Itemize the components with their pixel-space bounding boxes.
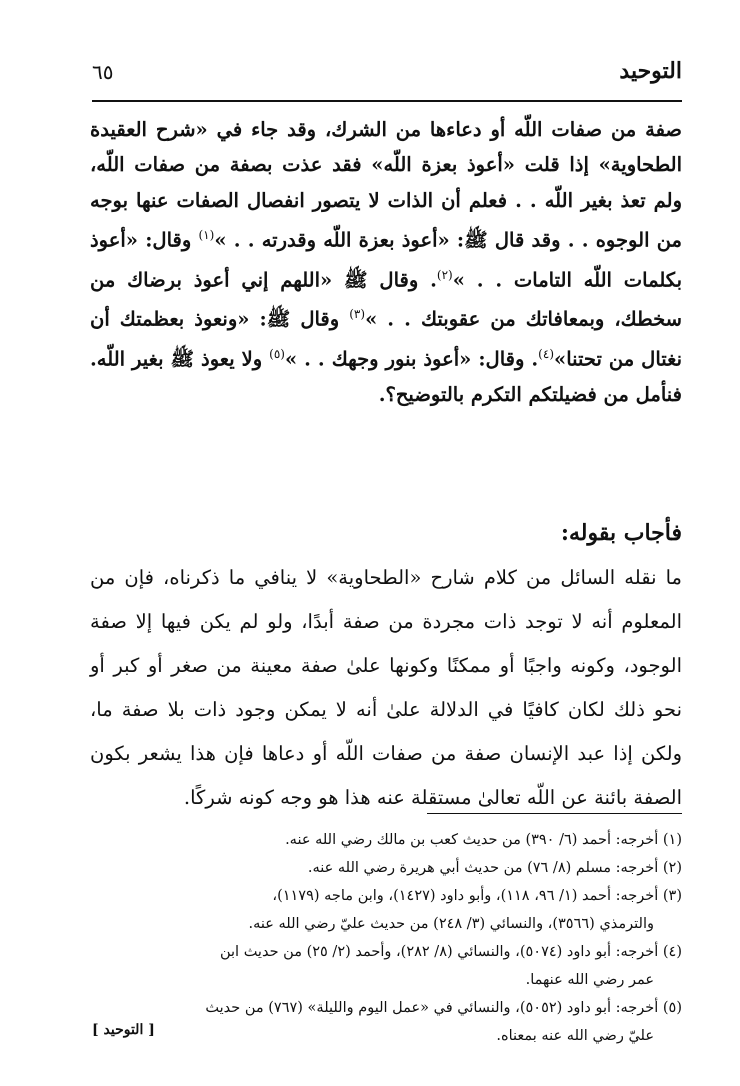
footnote-1: (١) أخرجه: أحمد (٦/ ٣٩٠) من حديث كعب بن مالك رضي الله عنه.: [285, 832, 682, 848]
footnote-divider: [427, 813, 682, 814]
footnotes: [88, 826, 682, 1050]
question-text-2: وقال: «أعوذ بكلمات اللّه التامات . . »: [90, 228, 682, 292]
question-paragraph: [90, 112, 682, 412]
answer-paragraph: ما نقله السائل من كلام شارح «الطحاوية» لا ينافي ما ذكرناه، فإن من المعلوم أنه لا توجد ذات مجردة من صفة أبدًا، ولو لم يكن فيها إلا صفة الوجود، وكونه واجبًا أو ممكنًا وكونها علىٰ صفة معينة من صغر أو كبر أو نحو ذلك لكان كافيًا في الدلالة علىٰ أنه لا يمكن وجود ذات بلا صفة ما، ولكن إذا عبد الإنسان صفة من صفات اللّه أو دعاها فإن هذا يشعر بكون الصفة بائنة عن اللّه تعالىٰ مستقلة عنه هذا هو وجه كونه شركًا.: [90, 566, 682, 809]
footnote-4-continuation: عمر رضي الله عنهما.: [525, 972, 654, 988]
question-text-1: صفة من صفات اللّه أو دعاءها من الشرك، وقد جاء في «شرح العقيدة الطحاوية» إذا قلت «أعوذ بعزة اللّه» فقد عذت بصفة من صفات اللّه، ولم تعذ بغير اللّه . . فعلم أن الذات لا يتصور انفصال الصفات عنها بوجه من الوجوه . . وقد قال ﷺ: «أعوذ بعزة اللّه وقدرته . . »: [90, 118, 682, 252]
footnote-ref-3: (٣): [349, 307, 366, 322]
footnote-2: (٢) أخرجه: مسلم (٨/ ٧٦) من حديث أبي هريرة رضي الله عنه.: [307, 860, 682, 876]
footnote-ref-2: (٢): [436, 267, 453, 282]
question-text-6: ولا يعوذ ﷺ بغير اللّه. فنأمل من فضيلتكم التكرم بالتوضيح؟.: [90, 347, 682, 407]
question-text-4: وقال ﷺ: «ونعوذ بعظمتك أن نغتال من تحتنا»: [90, 307, 682, 371]
footnote-4: (٤) أخرجه: أبو داود (٥٠٧٤)، والنسائي (٨/ ٢٨٢)، وأحمد (٢/ ٢٥) من حديث ابن: [219, 944, 682, 960]
footnote-ref-4: (٤): [538, 347, 554, 362]
footnote-ref-1: (١): [198, 227, 215, 242]
running-title: التوحيد: [619, 58, 682, 84]
question-text-3: . وقال ﷺ «اللهم إني أعوذ برضاك من سخطك، وبمعافاتك من عقوبتك . . »: [90, 268, 682, 331]
page-header: [92, 58, 682, 94]
footnote-3-continuation: والترمذي (٣٥٦٦)، والنسائي (٣/ ٢٤٨) من حديث عليّ رضي الله عنه.: [248, 916, 654, 932]
footnote-ref-5: (٥): [269, 347, 285, 362]
footnote-3: (٣) أخرجه: أحمد (١/ ٩٦، ١١٨)، وأبو داود (١٤٢٧)، وابن ماجه (١١٧٩)،: [272, 888, 682, 904]
header-divider: [92, 100, 682, 102]
signature-mark: [ التوحيد ]: [92, 1022, 155, 1038]
footnote-5: (٥) أخرجه: أبو داود (٥٠٥٢)، والنسائي في «عمل اليوم والليلة» (٧٦٧) من حديث: [205, 1000, 682, 1016]
answer-heading: فأجاب بقوله:: [560, 520, 682, 546]
question-text-5: . وقال: «أعوذ بنور وجهك . . »: [284, 347, 539, 371]
footnote-5-continuation: عليّ رضي الله عنه بمعناه.: [496, 1028, 654, 1044]
page-number: ٦٥: [92, 60, 114, 84]
